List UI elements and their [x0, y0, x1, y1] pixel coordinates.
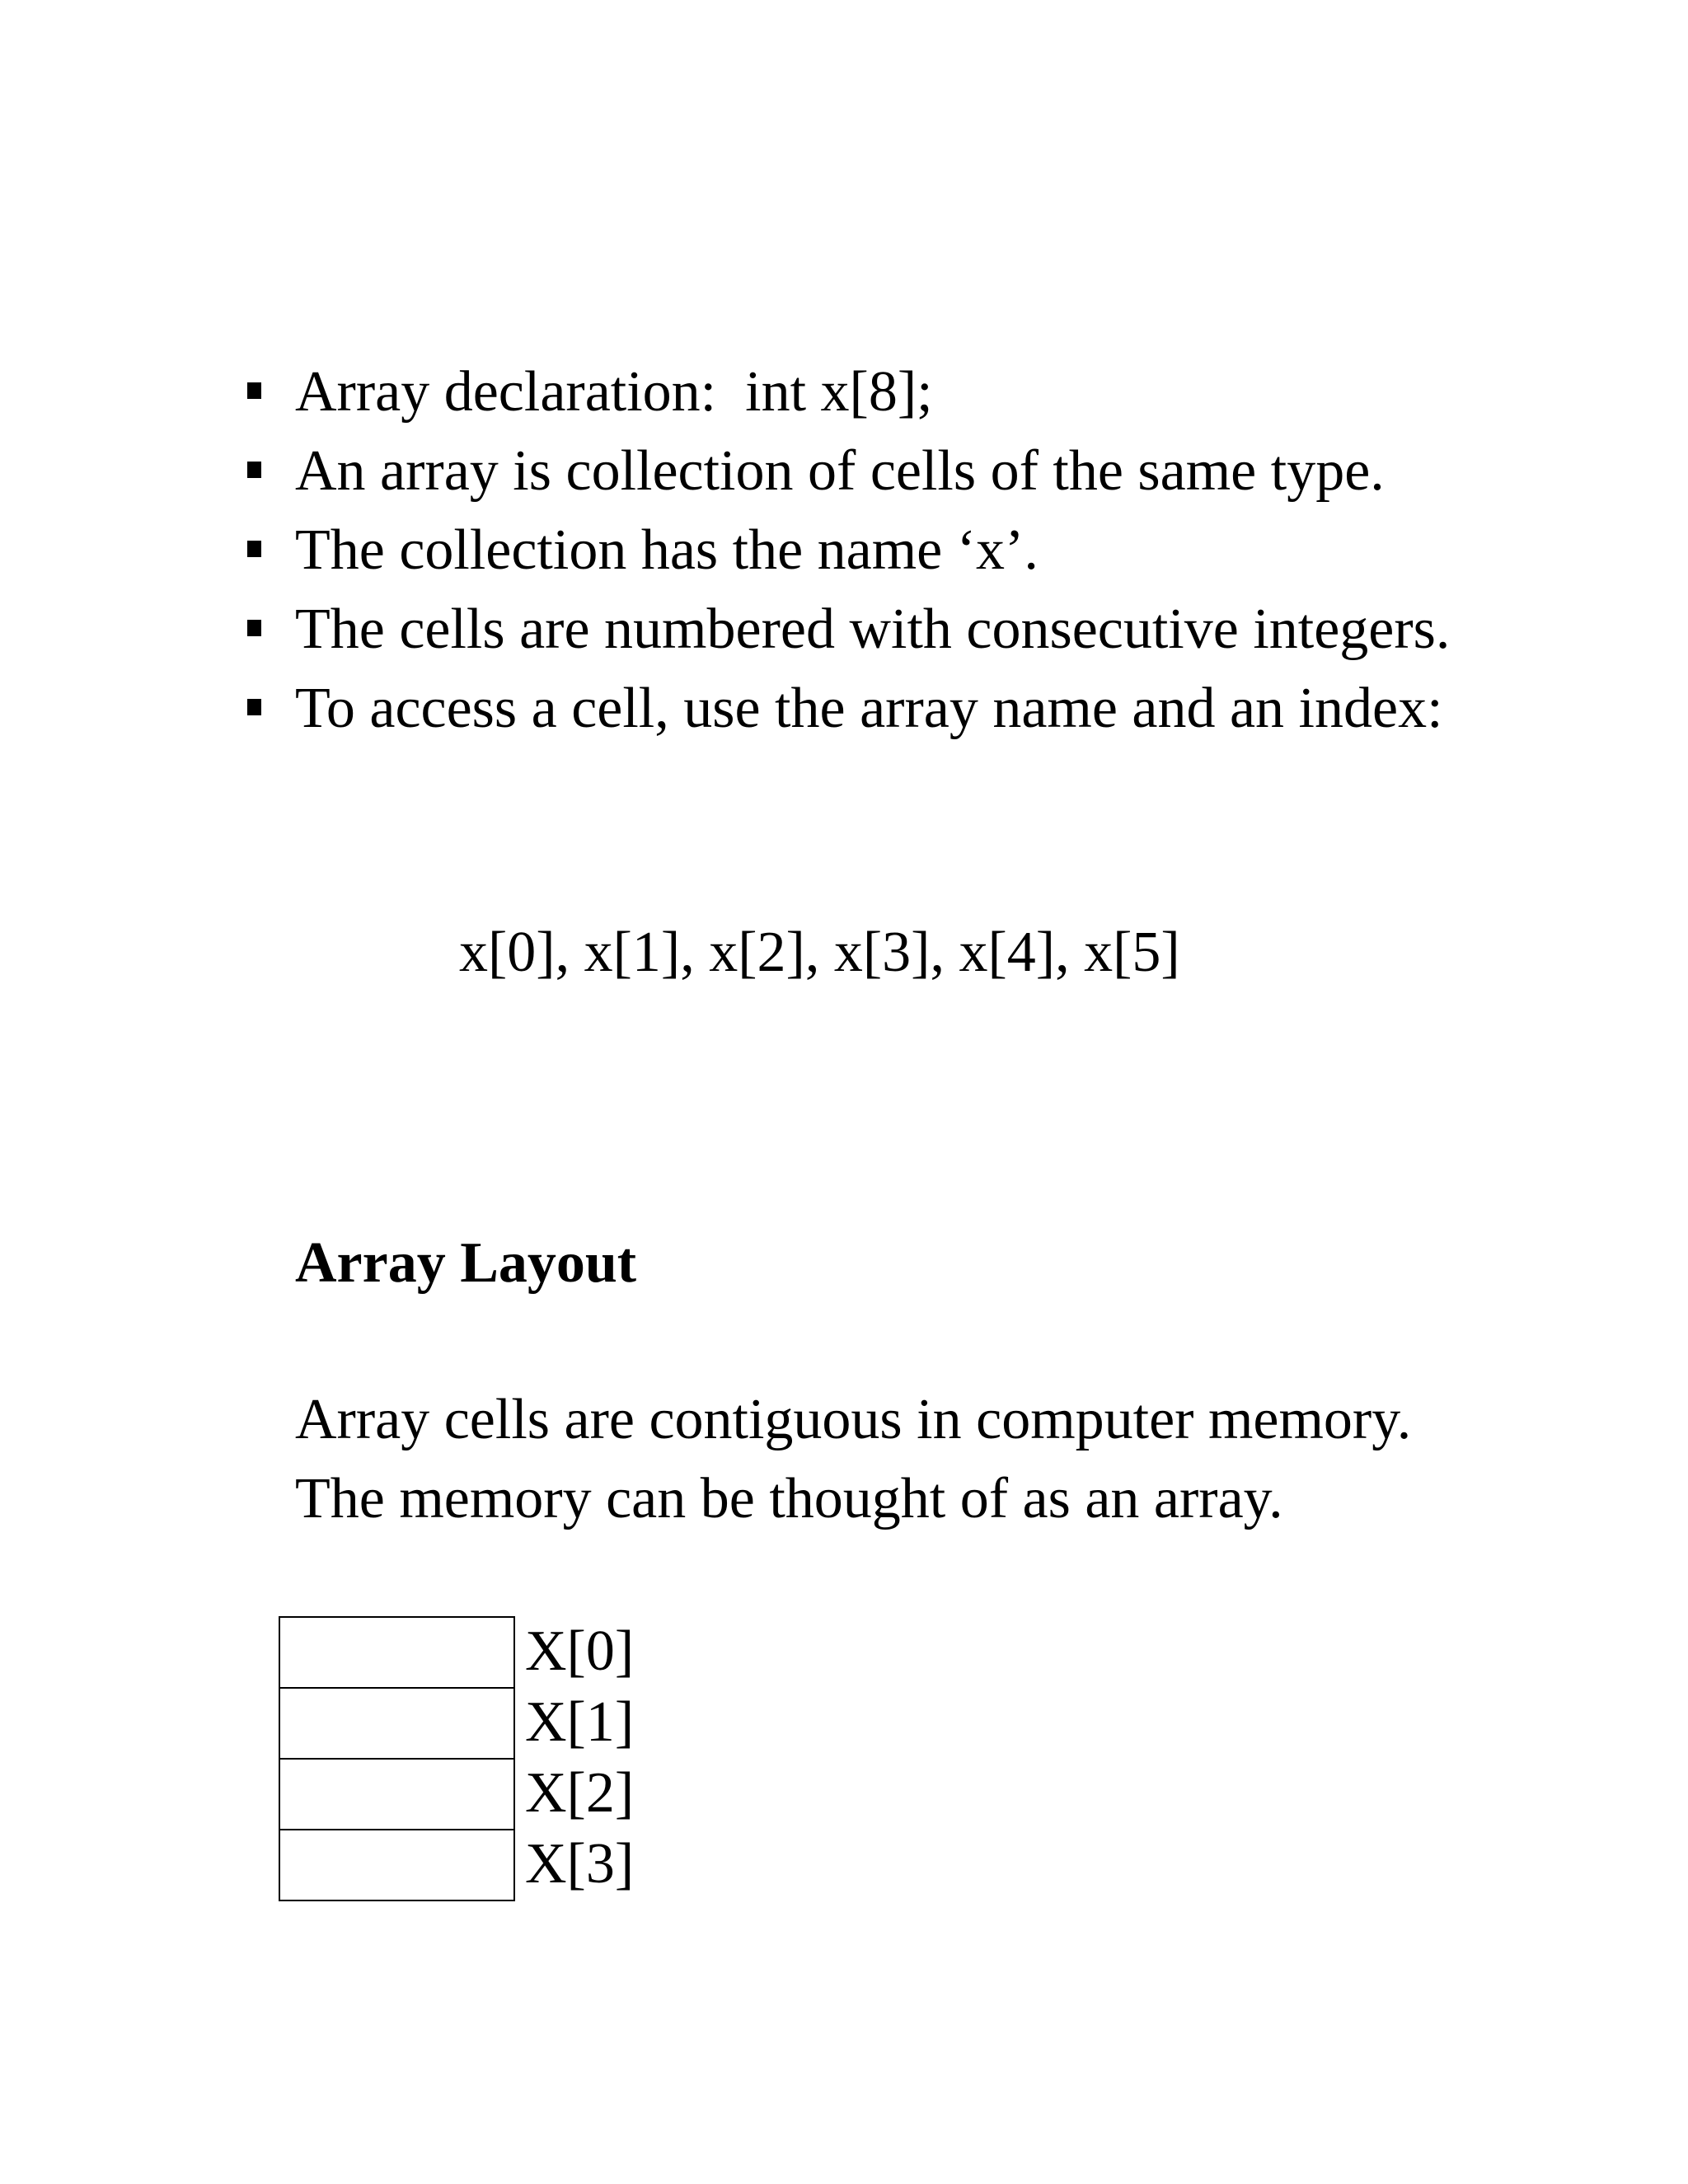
- section-heading: Array Layout: [295, 1231, 637, 1295]
- square-bullet-icon: [247, 620, 261, 636]
- memory-cell: [279, 1759, 514, 1830]
- memory-row: [279, 1617, 635, 1688]
- bullet-item: [247, 669, 1467, 748]
- section-paragraph: [295, 1380, 1411, 1539]
- paragraph-line: Array cells are contiguous in computer memory.: [295, 1388, 1412, 1451]
- memory-cell-label: X[1]: [525, 1690, 635, 1754]
- square-bullet-icon: [247, 462, 261, 478]
- bullet-item: [247, 590, 1467, 669]
- memory-row: [279, 1830, 635, 1900]
- square-bullet-icon: [247, 382, 261, 399]
- bullet-text: To access a cell, use the array name and an index:: [295, 677, 1443, 740]
- bullet-item: [247, 511, 1467, 590]
- memory-cell: [279, 1830, 514, 1900]
- memory-cell-label: X[0]: [525, 1619, 635, 1683]
- memory-cell: [279, 1688, 514, 1759]
- bullet-text: An array is collection of cells of the same type.: [295, 439, 1385, 503]
- square-bullet-icon: [247, 699, 261, 715]
- bullet-item: [247, 432, 1467, 511]
- bullet-text: Array declaration: int x[8];: [295, 360, 933, 424]
- memory-diagram: [279, 1616, 635, 1901]
- square-bullet-icon: [247, 541, 261, 557]
- paragraph-line: The memory can be thought of as an array.: [295, 1467, 1283, 1530]
- memory-cell: [279, 1617, 514, 1688]
- bullet-list: [247, 353, 1467, 748]
- bullet-text: The collection has the name ‘x’.: [295, 518, 1039, 582]
- memory-row: [279, 1688, 635, 1759]
- bullet-item: [247, 353, 1467, 432]
- memory-cell-label: X[2]: [525, 1761, 635, 1825]
- memory-row: [279, 1759, 635, 1830]
- array-access-example: x[0], x[1], x[2], x[3], x[4], x[5]: [459, 921, 1180, 984]
- bullet-text: The cells are numbered with consecutive integers.: [295, 598, 1451, 661]
- memory-cell-label: X[3]: [525, 1832, 635, 1896]
